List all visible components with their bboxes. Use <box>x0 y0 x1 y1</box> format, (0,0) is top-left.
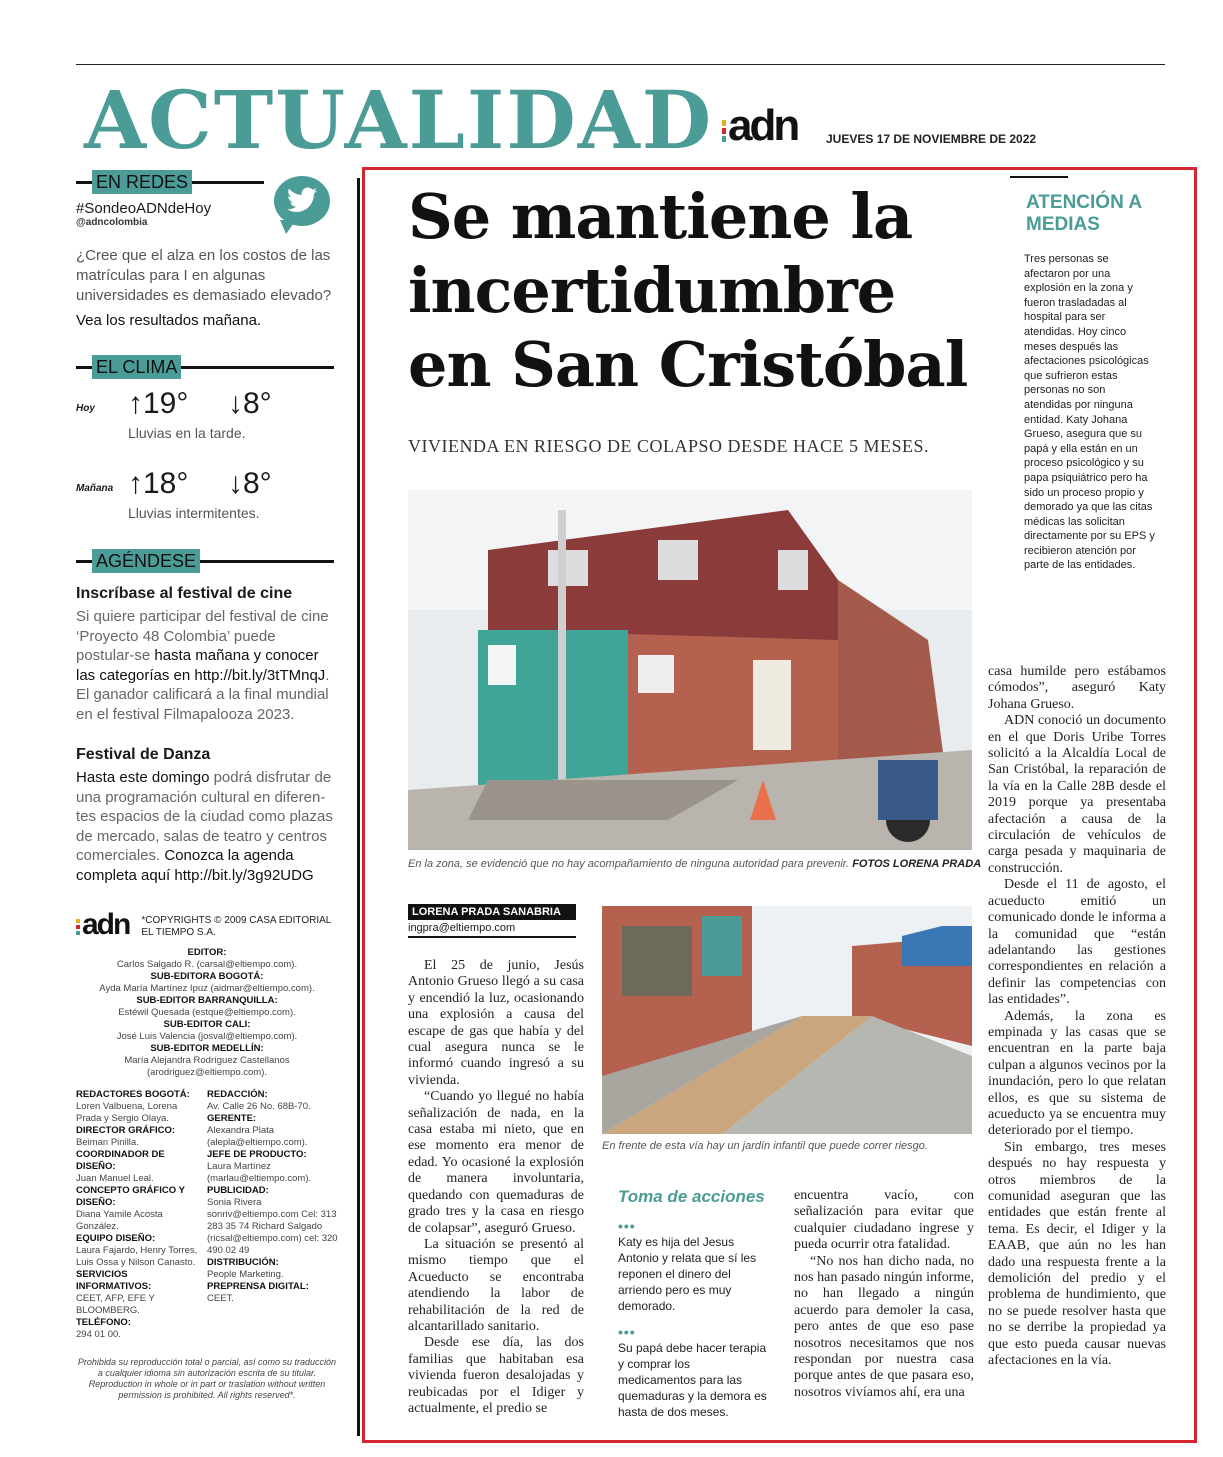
event-body: Hasta este domingo podrá disfrutar de una programación cultural en diferen-tes espacios de la ciudad como plazas de mercado, salas de teatro y centros comerciales. Conozca la agenda completa aquí http://bit.ly/3g92UDG <box>76 769 333 884</box>
legal-notice: Prohibida su reproducción total o parcial, así como su traducción a cualquier idioma sin autorización escrita de su titular. Reproduction in whole or in part or traslation without written permission is prohibited. All rights reserved*. <box>77 1357 337 1400</box>
photo-house <box>408 490 972 850</box>
hashtag: #SondeoADNdeHoy <box>76 200 212 217</box>
section-en-redes: EN REDES <box>76 170 264 194</box>
poll-question: ¿Cree que el alza en los costos de las matrículas para I en algunas universidades es demasiado elevado? <box>76 247 332 304</box>
box-toma-de-acciones: Toma de acciones ••• Katy es hija del Jesus Antonio y relata que sí les reponen el dinero del arriendo pero es muy demorado. ••• Su papá debe hacer terapia y comprar los medicamentos para las quemaduras y la demora es hasta de dos meses. <box>618 1187 767 1419</box>
editorial-credits: EDITOR: Carlos Salgado R. (carsal@eltiempo.com). SUB-EDITORA BOGOTÁ: Ayda María Martínez Ipuz (aidmar@eltiempo.com). SUB-EDITOR BARRANQUILLA: Estéwil Quesada (estque@eltiempo.com). SUB-EDITOR CALI: José Luis Valencia (josval@eltiempo.com). SUB-EDITOR MEDELLÍN: María Alejandra Rodríguez Castellanos (arodriguez@eltiempo.com). <box>99 947 315 1078</box>
staff-list: REDACTORES BOGOTÁ: Loren Valbuena, Lorena Prada y Sergio Olaya. DIRECTOR GRÁFICO: Beiman Pinilla. COORDINADOR DE DISEÑO: Juan Manuel Leal. CONCEPTO GRÁFICO Y DISEÑO: Diana Yamile Acosta González. EQUIPO DISEÑO: Laura Fajardo, Henry Torres, Luis Ossa y Nilson Canasto. SERVICIOS INFORMATIVOS: CEET, AFP, EFE Y BLOOMBERG. TELÉFONO: 294 01 00. REDACCIÓN: Av. Calle 26 No. 68B-70. GERENTE: Alexandra Plata (alepla@eltiempo.com). JEFE DE PRODUCTO: Laura Martínez (marlau@eltiempo.com). PUBLICIDAD: Sonia Rivera sonriv@eltiempo.com Cel: 313 283 35 74 Richard Salgado (ricsal@eltiempo.com) cel: 320 490 02 49 DISTRIBUCIÓN: People Marketing. PREPRENSA DIGITAL: CEET. <box>76 1089 338 1340</box>
weather-today: Hoy ↑19° ↓8° Lluvias en la tarde. <box>76 387 272 441</box>
section-title: ACTUALIDAD <box>84 73 714 167</box>
adn-logo-small: adn *COPYRIGHTS © 2009 CASA EDITORIAL EL TIEMPO S.A. <box>76 911 338 939</box>
event-body: Si quiere participar del festival de cine ‘Proyecto 48 Colombia’ puede postular-se hasta mañana y conocer las categorías en http://bit.ly/3tTMnqJ. El ganador calificará a la final mundial en el festival Filmapalooza 2023. <box>76 608 330 723</box>
photo-caption: En la zona, se evidenció que no hay acompañamiento de ninguna autoridad para prevenir. FOTOS LORENA PRADA <box>408 858 982 870</box>
headline: Se mantiene la incertidumbre en San Cristóbal <box>408 180 968 401</box>
column-divider <box>357 178 360 1436</box>
copyright: *COPYRIGHTS © 2009 CASA EDITORIAL EL TIEMPO S.A. <box>141 915 331 938</box>
adn-logo: adn <box>722 106 797 146</box>
article-column-3: casa humilde pero estábamos cómodos”, aseguró Katy Johana Grueso. ADN conoció un documento en el que Doris Uribe Torres solicitó a la Alcaldía Local de San Cristóbal, la reparación de la vía en la Calle 28B desde el 2019 porque ya presentaba afectación a causa de la circulación de vehículos de carga pesada y maquinaria de construcción. Desde el 11 de agosto, el acueducto emitió un comunicado donde le informa a la comunidad que “están adelantando las gestiones correspondientes en relación a definir las competencias con las entidades”. Además, la zona es empinada y las casas que se encuentran en la parte baja culpan a algunos vecinos por la inundación, pero lo que relatan ellos, es que su sistema de acueducto ya se encuentra muy deteriorado por el tiempo. Sin embargo, tres meses después no hay respuesta y otros miembros de la comunidad aseguran que las entidades que están frente al tema. Es decir, el Idiger y la EAAB, que aún no les han dado una respuesta frente a la demolición del predio y el problema de hundimiento, que no se puede resolver hasta que no se derribe la propiedad ya que esto pueda causar nuevas afectaciones en la vía. <box>988 664 1166 1369</box>
article-column-2: encuentra vacío, con señalización para evitar que cualquier ciudadano ingrese y pueda ocurrir otra fatalidad. “No nos han dicho nada, no nos han pasado ningún informe, no han llegado a ningún acuerdo para demoler la casa, pero antes de que eso pase nosotros necesitamos que nos respondan por nuestra casa porque antes de que pasara eso, nosotros vivíamos ahí, era una <box>794 1188 974 1400</box>
section-agendese: AGÉNDESE <box>76 549 334 573</box>
photo-road <box>602 906 972 1134</box>
sidebar-body: Tres personas se afectaron por una explosión en la zona y fueron trasladadas al hospital para ser atendidas. Hoy cinco meses después las afectaciones psicológicas que sufrieron estas personas no son atendidas por ninguna entidad. Katy Johana Grueso, asegura que su papá y ella están en un proceso psicológico y su papa psiquiátrico pero ha sido un proceso propio y demorado ya que las citas médicas las solicitan directamente por su EPS y recibieron atención por parte de las entidades. <box>1024 253 1155 572</box>
event-title: Inscríbase al festival de cine <box>76 585 293 602</box>
left-column <box>76 170 338 1401</box>
sidebar-atencion <box>1010 176 1160 573</box>
poll-results-note: Vea los resultados mañana. <box>76 312 262 329</box>
section-el-clima: EL CLIMA <box>76 355 334 379</box>
twitter-icon <box>274 176 330 226</box>
top-rule <box>76 64 1165 65</box>
sidebar-title: ATENCIÓN A MEDIAS <box>1026 192 1142 235</box>
weather-tomorrow: Mañana ↑18° ↓8° Lluvias intermitentes. <box>76 467 272 521</box>
subheadline: VIVIENDA EN RIESGO DE COLAPSO DESDE HACE 5 MESES. <box>408 436 930 456</box>
event-title: Festival de Danza <box>76 746 211 763</box>
photo-caption: En frente de esta vía hay un jardín infantil que puede correr riesgo. <box>602 1140 928 1152</box>
article-column-1: El 25 de junio, Jesús Antonio Grueso llegó a su casa y encendió la luz, ocasionando una explosión a causa del escape de gas que había y del cual asegura nunca se le informó cuando ingresó a su vivienda. “Cuando yo llegué no había señalización de nada, en la casa estaba mi nieto, que en ese momento era menor de edad. Yo ocasioné la explosión de manera involuntaria, quedando con quemaduras de grado tres y la casa en riesgo de colapsar”, aseguró Grueso. La situación se presentó al mismo tiempo que el Acueducto se encontraba atendiendo la labor de rehabilitación de la red de alcantarillado sanitario. Desde ese día, las dos familias que habitaban esa vivienda fueron desalojadas y reubicadas por el Idiger y actualmente, el predio se <box>408 958 584 1416</box>
twitter-handle: @adncolombia <box>76 217 148 228</box>
issue-date: JUEVES 17 DE NOVIEMBRE DE 2022 <box>826 132 1037 146</box>
byline: LORENA PRADA SANABRIA ingpra@eltiempo.com <box>408 904 576 938</box>
